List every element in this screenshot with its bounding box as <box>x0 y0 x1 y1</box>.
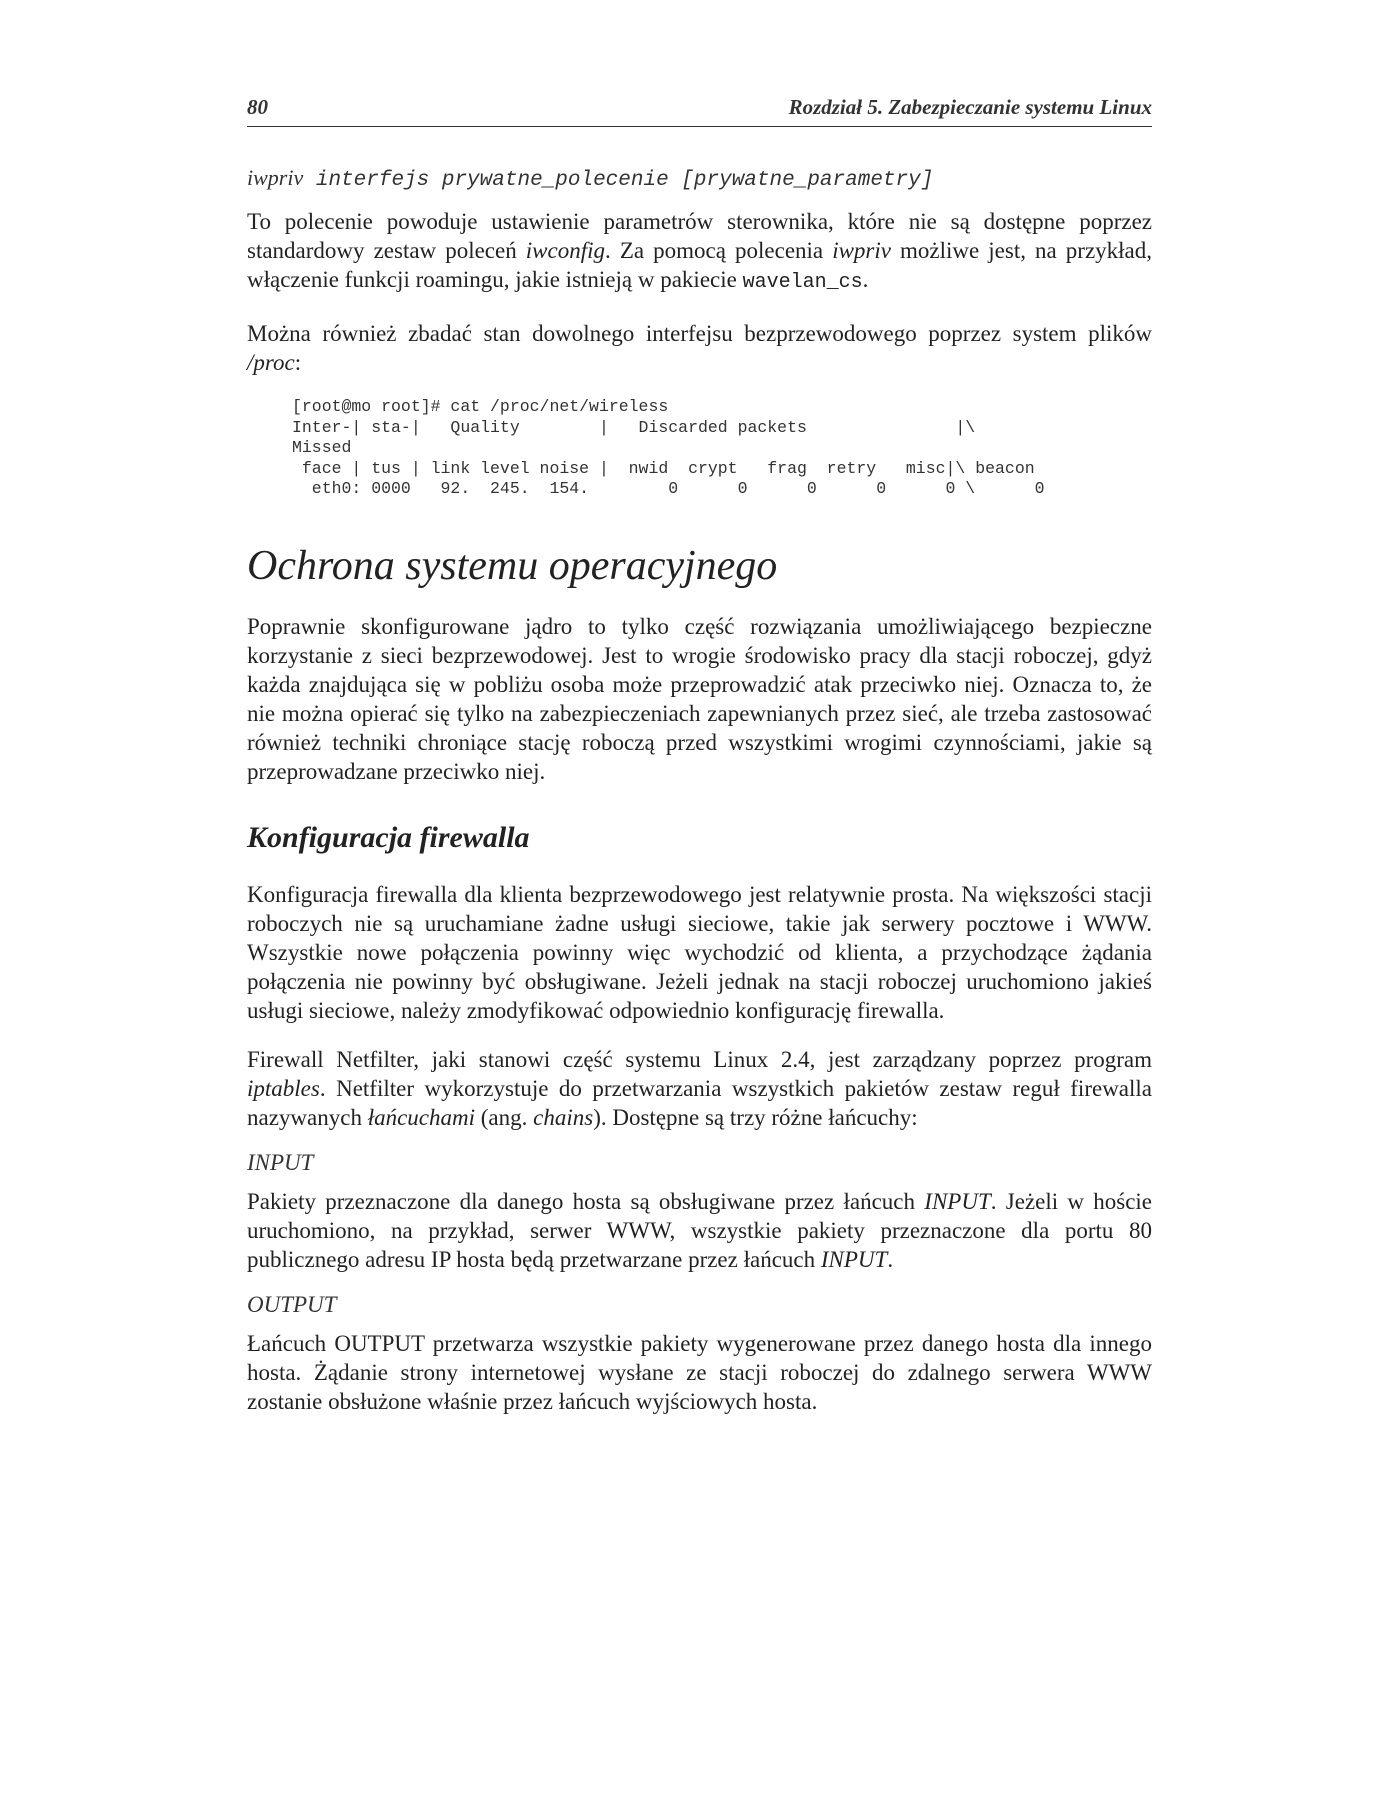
command-description <box>247 207 1152 297</box>
text-run: . Jeżeli w hoście uruchomiono, na przykład, serwer WWW, wszystkie pakiety przeznaczone dla portu 80 publicznego adresu IP hosta będą przetwarzane przez łańcuch <box>247 1188 1153 1272</box>
text-run: To polecenie powoduje ustawienie parametrów sterownika, które nie są dostępne poprzez standardowy zestaw poleceń <box>247 209 1152 263</box>
emphasis-lancuchami: łańcuchami <box>367 1104 476 1130</box>
text-run: . <box>887 1246 894 1272</box>
command-args: interfejs prywatne_polecenie [prywatne_parametry] <box>303 169 934 192</box>
code-line: eth0: 0000 92. 245. 154. 0 0 0 0 0 \ 0 <box>292 479 1045 498</box>
text-run: Pakiety przeznaczone dla danego hosta są obsługiwane przez łańcuch <box>247 1188 925 1214</box>
emphasis-iptables: iptables <box>247 1075 320 1101</box>
text-run: Można również zbadać stan dowolnego interfejsu bezprzewodowego poprzez system plików <box>247 321 1152 346</box>
emphasis-chains: chains <box>533 1104 594 1130</box>
code-line: [root@mo root]# cat /proc/net/wireless <box>292 397 669 416</box>
text-run: . Netfilter wykorzystuje do przetwarzania wszystkich pakietów zestaw reguł firewalla nazywanych <box>247 1075 1152 1130</box>
code-line: Inter-| sta-| Quality | Discarded packets |\ <box>292 417 976 437</box>
chapter-title: Rozdział 5. Zabezpieczanie systemu Linux <box>788 95 1152 119</box>
term-input: INPUT <box>247 1149 314 1175</box>
emphasis-proc: /proc <box>247 350 295 375</box>
code-line: Missed <box>292 438 352 457</box>
emphasis-input: INPUT <box>820 1246 888 1272</box>
netfilter-paragraph <box>247 1045 1152 1132</box>
text-run: : <box>294 350 302 375</box>
firewall-paragraph: Konfiguracja firewalla dla klienta bezprzewodowego jest relatywnie prosta. Na większości stacji roboczych nie są uruchamiane żadne usługi sieciowe, takie jak serwery pocztowe i WWW. Wszystkie nowe połączenia powinny więc wychodzić od klienta, a przychodzące żądania połączenia nie powinny być obsługiwane. Jeżeli jednak na stacji roboczej uruchomiono jakieś usługi sieciowe, należy zmodyfikować odpowiednio konfigurację firewalla. <box>247 881 1152 1023</box>
command-name: iwpriv <box>247 165 304 190</box>
text-run: (ang. <box>475 1104 534 1130</box>
emphasis-iwpriv: iwpriv <box>832 238 891 263</box>
text-run: . <box>862 267 869 292</box>
text-run: możliwe jest, na przykład, włączenie funkcji roamingu, jakie istnieją w pakiecie <box>247 238 1153 292</box>
input-definition <box>247 1187 1152 1274</box>
text-run: . Za pomocą polecenia <box>605 238 833 263</box>
book-page <box>247 96 1152 1416</box>
text-run: ). Dostępne są trzy różne łańcuchy: <box>593 1104 918 1130</box>
page-number: 80 <box>247 95 268 119</box>
code-line: face | tus | link level noise | nwid crypt frag retry misc|\ beacon <box>292 458 1035 478</box>
section-paragraph: Poprawnie skonfigurowane jądro to tylko część rozwiązania umożliwiającego bezpieczne korzystanie z sieci bezprzewodowej. Jest to wrogie środowisko pracy dla stacji roboczej, gdyż każda znajdująca się w pobliżu osoba może przeprowadzić atak przeciwko niej. Oznacza to, że nie można opierać się tylko na zabezpieczeniach zapewnianych przez sieć, ale trzeba zastosować również techniki chroniące stację roboczą przed wszystkimi wrogimi czynnościami, jakie są przeprowadzane przeciwko niej. <box>247 613 1152 784</box>
section-heading: Ochrona systemu operacyjnego <box>247 542 778 589</box>
output-definition: Łańcuch OUTPUT przetwarza wszystkie pakiety wygenerowane przez danego hosta dla innego hosta. Żądanie strony internetowej wysłane ze stacji roboczej do zdalnego serwera WWW zostanie obsłużone właśnie przez łańcuch wyjściowych hosta. <box>247 1330 1152 1414</box>
running-header <box>247 96 1152 127</box>
subsection-heading: Konfiguracja firewalla <box>247 820 530 854</box>
emphasis-input: INPUT <box>924 1188 991 1214</box>
proc-paragraph <box>247 319 1152 377</box>
command-syntax <box>247 163 1152 195</box>
code-listing <box>292 397 1152 500</box>
emphasis-iwconfig: iwconfig <box>525 238 606 263</box>
term-output: OUTPUT <box>247 1291 337 1317</box>
text-run: Firewall Netfilter, jaki stanowi część systemu Linux 2.4, jest zarządzany poprzez program <box>247 1046 1152 1072</box>
code-wavelan: wavelan_cs <box>742 271 863 294</box>
